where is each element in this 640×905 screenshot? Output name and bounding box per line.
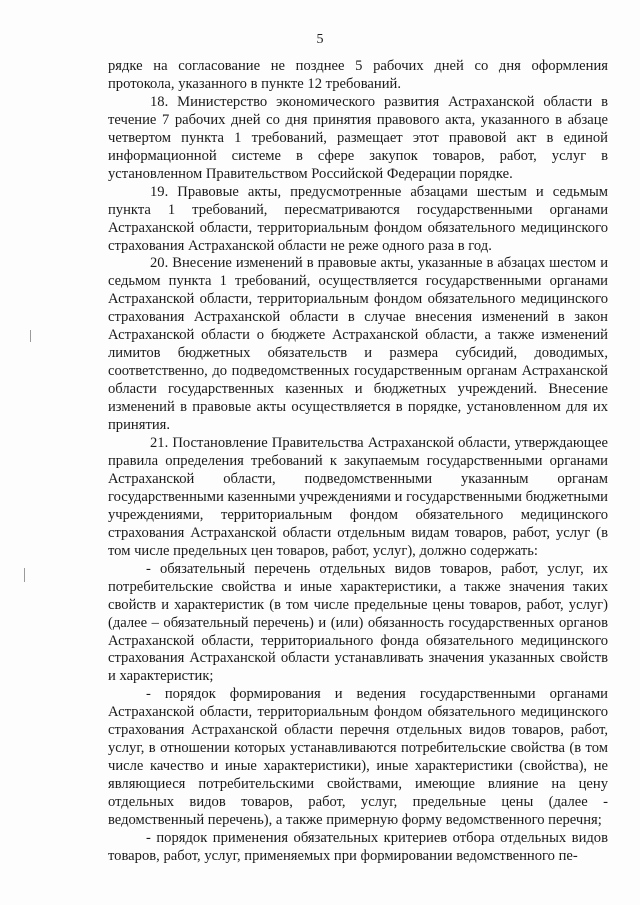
paragraph-18: 18. Министерство экономического развития Астраханской области в течение 7 рабочих дней со дня принятия правового акта, указанного в абзаце четвертом пункта 1 требований, размещает этот правовой акт в единой информационной системе в сфере закупок товаров, работ, услуг в установленном Правительством Российской Федерации порядке. xyxy=(108,93,608,182)
list-item-mandatory-list: - обязательный перечень отдельных видов товаров, работ, услуг, их потребительские свойства и иные характеристики, а также значения таких свойств и характеристик (в том числе предельные цены товаров, работ, услуг) (далее – обязательный перечень) и (или) обязанность государственных органов Астраханской области, территориального фонда обязательного медицинского страхования Астраханской области устанавливать значения указанных свойств и характеристик; xyxy=(108,560,608,685)
paragraph-19: 19. Правовые акты, предусмотренные абзацами шестым и седьмым пункта 1 требований, пересматриваются государственными органами Астраханской области, территориальным фондом обязательного медицинского страхования Астраханской области не реже одного раза в год. xyxy=(108,183,608,254)
paragraph-continuation: рядке на согласование не позднее 5 рабочих дней со дня оформления протокола, указанного в пункте 12 требований. xyxy=(108,58,608,92)
list-item-selection-criteria: - порядок применения обязательных критериев отбора отдельных видов товаров, работ, услуг, применяемых при формировании ведомственного пе- xyxy=(108,829,608,864)
scan-artifact-mark xyxy=(24,568,25,582)
list-item-departmental-list: - порядок формирования и ведения государственными органами Астраханской области, территориальным фондом обязательного медицинского страхования Астраханской области перечня отдельных видов товаров, работ, услуг, в отношении которых устанавливаются потребительские свойства (в том числе качество и иные характеристики), иные характеристики (свойства), не являющиеся потребительскими свойствами, имеющие влияние на цену отдельных видов товаров, работ, услуг, предельные цены (далее - ведомственный перечень), а также примерную форму ведомственного перечня; xyxy=(108,686,608,829)
document-body xyxy=(108,58,608,866)
paragraph-21: 21. Постановление Правительства Астраханской области, утверждающее правила определения требований к закупаемым государственными органами Астраханской области, подведомственными указанным органам государственными казенными учреждениями и государственными бюджетными учреждениями, территориальным фондом обязательного медицинского страхования Астраханской области отдельным видам товаров, работ, услуг (в том числе предельных цен товаров, работ, услуг), должно содержать: xyxy=(108,435,608,559)
page-number: 5 xyxy=(316,32,324,47)
scan-artifact-mark xyxy=(30,330,31,342)
paragraph-20: 20. Внесение изменений в правовые акты, указанные в абзацах шестом и седьмом пункта 1 требований, осуществляется государственными органами Астраханской области, территориальным фондом обязательного медицинского страхования Астраханской области в случае внесения изменений в закон Астраханской области о бюджете Астраханской области, а также изменений лимитов бюджетных обязательств и размера субсидий, доводимых, соответственно, до подведомственных государственным органам Астраханской области государственных казенных и бюджетных учреждений. Внесение изменений в правовые акты осуществляется в порядке, установленном для их принятия. xyxy=(108,255,608,434)
